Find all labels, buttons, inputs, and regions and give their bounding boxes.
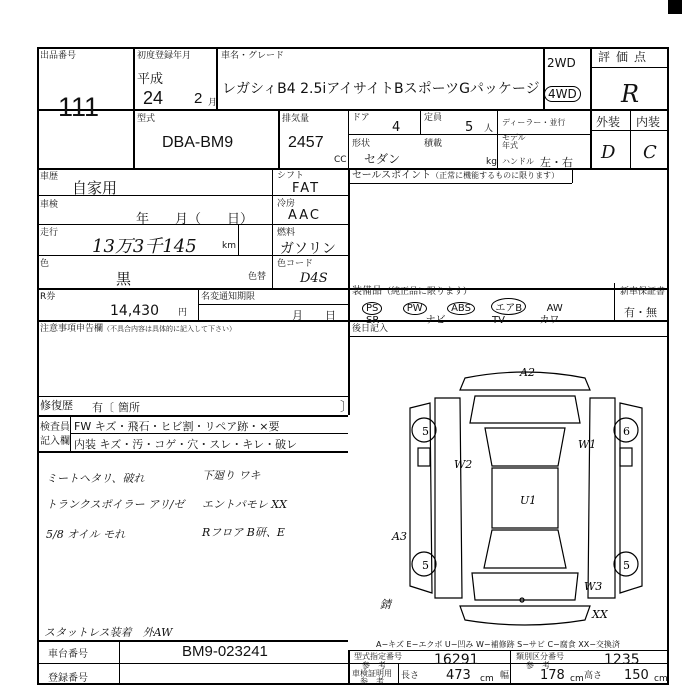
reg-year: 24 [143, 88, 164, 108]
color-code-label: 色コード [277, 259, 314, 269]
drive-2wd: 2WD [547, 56, 576, 70]
history-value: 自家用 [72, 179, 118, 197]
doors-label: ドア [352, 113, 370, 123]
capacity-value: 5 [465, 120, 474, 135]
drive-4wd [544, 86, 581, 102]
car-hood [470, 396, 580, 423]
chassis-value: BM9-023241 [182, 643, 268, 660]
type-no-label: 型式指定番号 [354, 652, 402, 661]
length-value: 473 [446, 668, 471, 683]
car-rear-bumper [460, 606, 590, 625]
interior-grade: C [643, 142, 657, 163]
model-label: 型式 [137, 114, 156, 124]
first-reg-label: 初度登録年月 [137, 51, 192, 61]
width-unit: cm [570, 674, 584, 684]
dealer-label: ディーラー・並行 [502, 118, 566, 127]
ac-label: 冷房 [277, 199, 296, 209]
lot-number: 111 [58, 92, 100, 122]
inspector-note-7: スタットレス装着 外AW [44, 626, 173, 639]
height-label: 高さ [584, 671, 603, 681]
type-no-value: 16291 [434, 652, 479, 668]
repair-label: 修復歴 [40, 399, 73, 412]
length-unit: cm [480, 674, 494, 684]
car-windshield [485, 428, 565, 466]
mileage-unit: km [222, 241, 236, 251]
circle-mark-4: 5 [623, 559, 630, 572]
equip-navi: ナビ [425, 315, 446, 326]
class-value: 1235 [604, 652, 640, 668]
notes-sub: （不具合内容は具体的に記入して下さい） [103, 325, 237, 333]
mark-w1: W1 [578, 438, 597, 451]
height-value: 150 [624, 668, 649, 683]
equipment-sub: （純正品に限ります） [382, 287, 473, 297]
car-name-label: 車名・グレード [221, 51, 285, 61]
equipment-row-2 [366, 311, 559, 326]
mark-xx: XX [592, 608, 608, 621]
color-value: 黒 [116, 270, 132, 288]
car-damage-diagram [380, 368, 670, 638]
mark-a3: A3 [392, 530, 407, 543]
repair-value: 有〔 [92, 401, 114, 414]
length-label: 長さ [401, 671, 420, 681]
ac-value: AAC [288, 208, 321, 223]
model-year-label: モデル 年式 [502, 133, 526, 150]
equip-tv: TV [492, 315, 505, 326]
after-label: 後日記入 [352, 324, 389, 334]
repair-close-bracket: 〕 [340, 400, 354, 415]
car-right-body [588, 398, 615, 598]
type-no-sub: 参 考 [362, 661, 386, 670]
sales-point-label [352, 171, 559, 181]
shift-value: FAT [292, 181, 321, 196]
drive-4wd-circled: 4WD [544, 86, 581, 102]
equip-aw: AW [546, 303, 563, 314]
warranty-value: 有・無 [624, 306, 657, 319]
cert-label: 車検証明用 [352, 669, 392, 678]
car-name: レガシィB4 2.5iアイサイトBスポーツGパッケージ [222, 81, 540, 97]
inspector-note-2: トランクスポイラー アリ/ゼ [46, 498, 185, 511]
inspector-note-1: ミートヘタリ、破れ [46, 472, 145, 485]
load-unit: kg [486, 157, 497, 167]
inspector-row-2: 内装 キズ・汚・コゲ・穴・スレ・キレ・破レ [74, 438, 298, 451]
car-trunk [472, 573, 578, 600]
inspector-label-2: 記入欄 [40, 436, 70, 447]
inspector-label-1: 検査員 [40, 422, 70, 433]
reg-month: 2 [194, 90, 203, 107]
lot-label: 出品番号 [40, 51, 77, 61]
exterior-label: 外装 [596, 115, 621, 129]
color-label: 色 [40, 259, 50, 269]
repair-places: 箇所 [118, 401, 140, 414]
handle-label: ハンドル [502, 157, 534, 166]
load-label: 積載 [424, 139, 443, 149]
inspector-note-6: Rフロア B研、E [202, 526, 285, 539]
equip-ps: PS [362, 302, 382, 315]
capacity-unit: 人 [484, 124, 494, 134]
shape-value: セダン [364, 152, 401, 166]
name-change-label: 名変通知期限 [201, 292, 256, 302]
mark-w2: W2 [454, 458, 473, 471]
height-unit: cm [654, 674, 668, 684]
fuel-label: 燃料 [277, 228, 296, 238]
displacement-label: 排気量 [282, 114, 310, 124]
class-label: 類別区分番号 [516, 652, 564, 661]
mark-u1: U1 [520, 494, 537, 507]
inspection-fmt: 年 月（ 日） [136, 212, 254, 227]
reg-no-label: 登録番号 [48, 673, 88, 684]
warranty-label: 新車保証書 [620, 287, 666, 297]
recycle-label: R券 [40, 292, 56, 302]
color-code-value: D4S [300, 271, 328, 286]
history-label: 車歴 [40, 172, 59, 182]
corner-mark [668, 0, 682, 14]
rating-value: R [621, 80, 640, 108]
mark-a2: A2 [520, 368, 535, 379]
color-change-label: 色替 [248, 272, 267, 282]
rating-label: 評価点 [598, 50, 653, 64]
reg-month-unit: 月 [208, 98, 218, 108]
width-label: 幅 [500, 671, 510, 681]
recycle-unit: 円 [178, 308, 188, 318]
mileage-value: 13万3千145 [92, 236, 197, 257]
equip-leather: カワ [539, 315, 560, 326]
notes-title: 注意事項申告欄 [40, 324, 104, 334]
capacity-label: 定員 [424, 113, 443, 123]
circle-mark-2: 6 [623, 425, 630, 438]
equip-pw: PW [403, 302, 427, 315]
cert-sub: 参 考 [360, 677, 384, 686]
displacement-value: 2457 [288, 134, 324, 151]
handle-value: 左・右 [540, 156, 573, 169]
damage-legend: A−キズ E−エクボ U−凹み W−補修跡 S−サビ C−腐食 XX−交換済 [376, 640, 620, 649]
mark-w3: W3 [584, 580, 603, 593]
equipment-title: 装備品 [352, 286, 382, 297]
car-left-body [435, 398, 462, 598]
mark-rust: 錆 [380, 598, 391, 611]
inspector-note-5: エントパモレ XX [202, 498, 287, 511]
notes-label [40, 324, 236, 334]
equip-airbag: エアB [491, 298, 526, 315]
name-change-fmt: 月 日 [292, 309, 336, 322]
inspector-row-1: FW キズ・飛石・ヒビ割・リペア跡・×要 [74, 420, 280, 433]
class-sub: 参 考 [526, 661, 550, 670]
era: 平成 [137, 72, 164, 87]
interior-label: 内装 [636, 115, 661, 129]
exterior-grade: D [601, 142, 616, 163]
inspector-note-3: 5/8 オイル モれ [46, 528, 126, 541]
equip-sr: SR [366, 315, 380, 326]
inspector-note-4: 下廻り ワキ [202, 469, 261, 482]
circle-mark-1: 5 [422, 425, 429, 438]
shift-label: シフト [277, 171, 305, 181]
shape-label: 形状 [352, 139, 371, 149]
doors-value: 4 [392, 120, 401, 135]
chassis-label: 車台番号 [48, 649, 88, 660]
sales-point-title: セールスポイント [352, 170, 432, 181]
sales-point-sub: （正常に機能するものに限ります） [431, 171, 560, 180]
fuel-value: ガソリン [280, 241, 336, 257]
model-value: DBA-BM9 [162, 134, 234, 151]
mileage-label: 走行 [40, 228, 59, 238]
displacement-unit: CC [334, 155, 347, 165]
equipment-label [352, 287, 472, 297]
circle-mark-3: 5 [422, 559, 429, 572]
car-left-front-mirror [418, 448, 430, 466]
width-value: 178 [540, 668, 565, 683]
car-right-front-mirror [620, 448, 632, 466]
inspection-label: 車検 [40, 200, 59, 210]
recycle-value: 14,430 [110, 303, 159, 319]
equip-abs: ABS [447, 302, 475, 315]
car-rear-window [484, 530, 566, 568]
